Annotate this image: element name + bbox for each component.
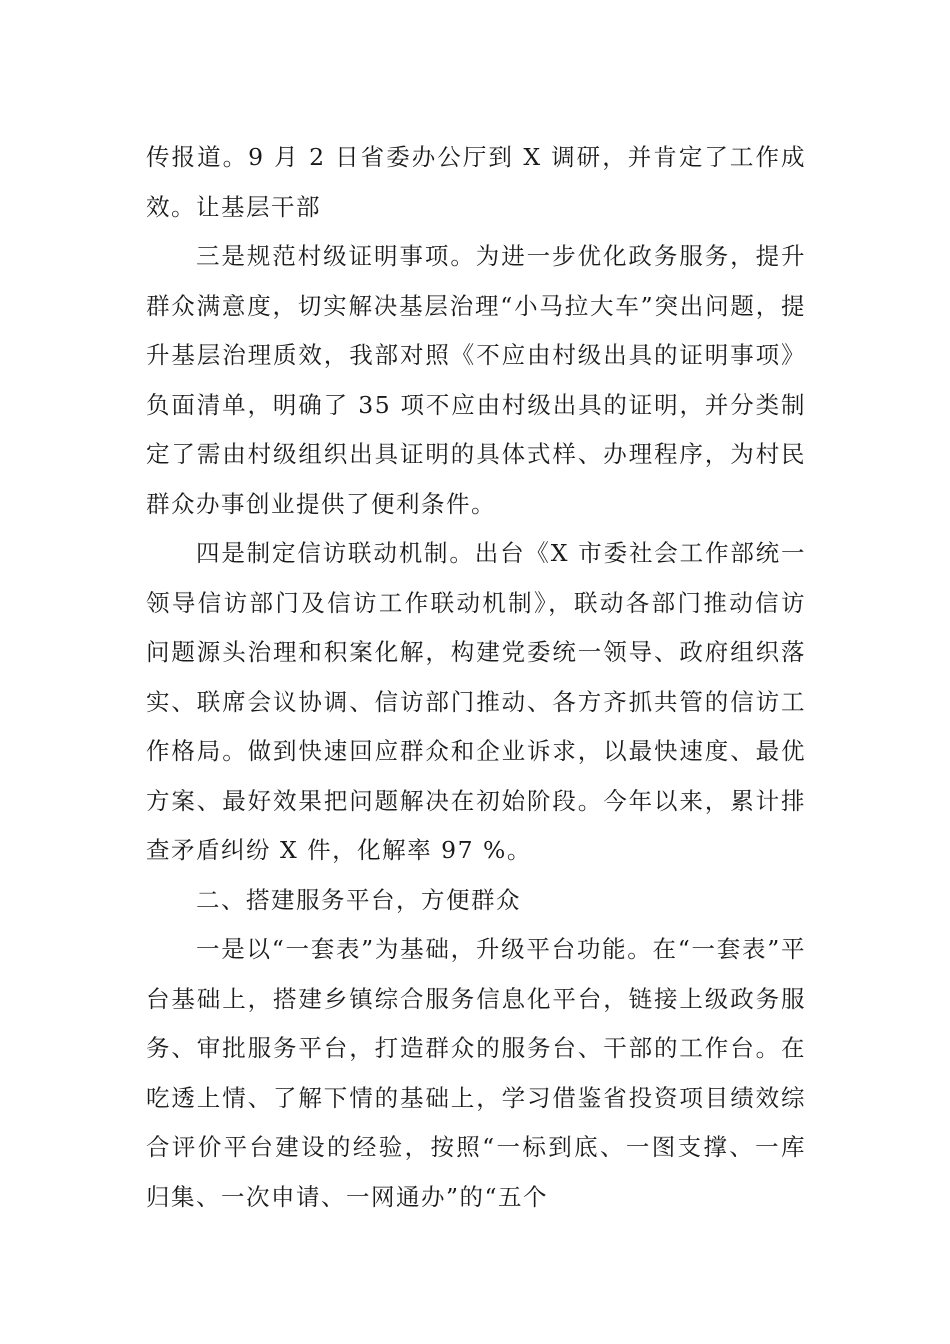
paragraph-continuation: 传报道。9 月 2 日省委办公厅到 X 调研，并肯定了工作成效。让基层干部: [146, 143, 806, 221]
document-page: [146, 133, 806, 1222]
paragraph-platform-upgrade: 一是以“一套表”为基础，升级平台功能。在“一套表”平台基础上，搭建乡镇综合服务信息化平台，链接上级政务服务、审批服务平台，打造群众的服务台、干部的工作台。在吃透上情、了解下情的基础上，学习借鉴省投资项目绩效综合评价平台建设的经验，按照“一标到底、一图支撑、一库归集、一次申请、一网通办”的“五个: [146, 935, 806, 1211]
section-heading-service-platform: 二、搭建服务平台，方便群众: [196, 885, 521, 914]
paragraph-petition-mechanism: 四是制定信访联动机制。出台《X 市委社会工作部统一领导信访部门及信访工作联动机制》，联动各部门推动信访问题源头治理和积案化解，构建党委统一领导、政府组织落实、联席会议协调、信访部门推动、各方齐抓共管的信访工作格局。做到快速回应群众和企业诉求，以最快速度、最优方案、最好效果把问题解决在初始阶段。今年以来，累计排查矛盾纠纷 X 件，化解率 97 %。: [146, 539, 806, 864]
paragraph-village-certificates: 三是规范村级证明事项。为进一步优化政务服务，提升群众满意度，切实解决基层治理“小马拉大车”突出问题，提升基层治理质效，我部对照《不应由村级出具的证明事项》负面清单，明确了 35 项不应由村级出具的证明，并分类制定了需由村级组织出具证明的具体式样、办理程序，为村民群众办事创业提供了便利条件。: [146, 242, 806, 518]
